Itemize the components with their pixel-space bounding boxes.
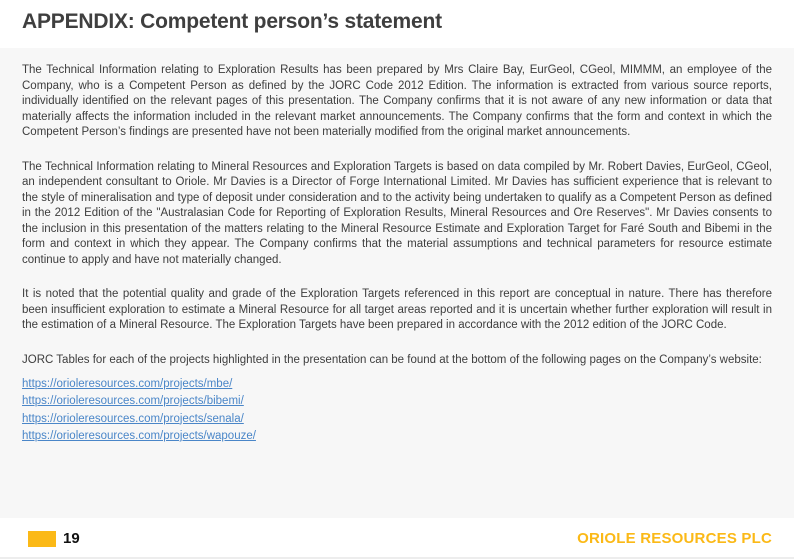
- project-link-senala[interactable]: https://orioleresources.com/projects/senala/: [22, 412, 244, 425]
- project-link-mbe[interactable]: https://orioleresources.com/projects/mbe/: [22, 378, 233, 390]
- statement-paragraph-3: It is noted that the potential quality and grade of the Exploration Targets referenced in this report are conceptual in nature. There has therefore been insufficient exploration to estimate a Mineral Resource for all target areas reported and it is uncertain whether further exploration will result in the estimation of a Mineral Resource. The Exploration Targets have been prepared in accordance with the 2012 edition of the JORC Code.: [22, 288, 772, 331]
- page-number-block: [28, 530, 80, 547]
- footer-gold-marker: [28, 531, 56, 547]
- statement-body: [0, 48, 794, 518]
- slide-footer: [0, 520, 794, 557]
- slide-header: [0, 0, 794, 48]
- statement-paragraph-4: JORC Tables for each of the projects highlighted in the presentation can be found at the bottom of the following pages on the Company’s website:: [22, 353, 762, 366]
- company-name: ORIOLE RESOURCES PLC: [577, 530, 772, 547]
- statement-paragraph-2: The Technical Information relating to Mineral Resources and Exploration Targets is based on data compiled by Mr. Robert Davies, EurGeol, CGeol, an independent consultant to Oriole. Mr Davies is a Director of Forge International Limited. Mr Davies has sufficient experience that is relevant to the style of mineralisation and type of deposit under consideration and to the activity being undertaken to qualify as a Competent Person as defined in the 2012 Edition of the "Australasian Code for Reporting of Exploration Results, Mineral Resources and Ore Reserves". Mr Davies consents to the inclusion in this presentation of the matters relating to the Mineral Resource Estimate and Exploration Target for Faré South and Bibemi in the form and context in which they appear. The Company confirms that the material assumptions and technical parameters for resource estimate continue to apply and have not materially changed.: [22, 160, 772, 266]
- page-title: APPENDIX: Competent person’s statement: [22, 10, 442, 33]
- statement-paragraph-1: The Technical Information relating to Exploration Results has been prepared by Mrs Claire Bay, EurGeol, CGeol, MIMMM, an employee of the Company, who is a Competent Person as defined by the JORC Code 2012 Edition. The information is extracted from various source reports, individually identified on the relevant pages of this presentation. The Company confirms that it is not aware of any new information or data that materially affects the information included in the relevant market announcements. The Company confirms that the form and context in which the Competent Person’s findings are presented have not been materially modified from the original market announcements.: [22, 64, 772, 138]
- project-link-wapouze[interactable]: https://orioleresources.com/projects/wapouze/: [22, 429, 256, 442]
- page-number: 19: [63, 530, 80, 547]
- project-link-bibemi[interactable]: https://orioleresources.com/projects/bibemi/: [22, 395, 244, 408]
- project-links: [22, 376, 772, 445]
